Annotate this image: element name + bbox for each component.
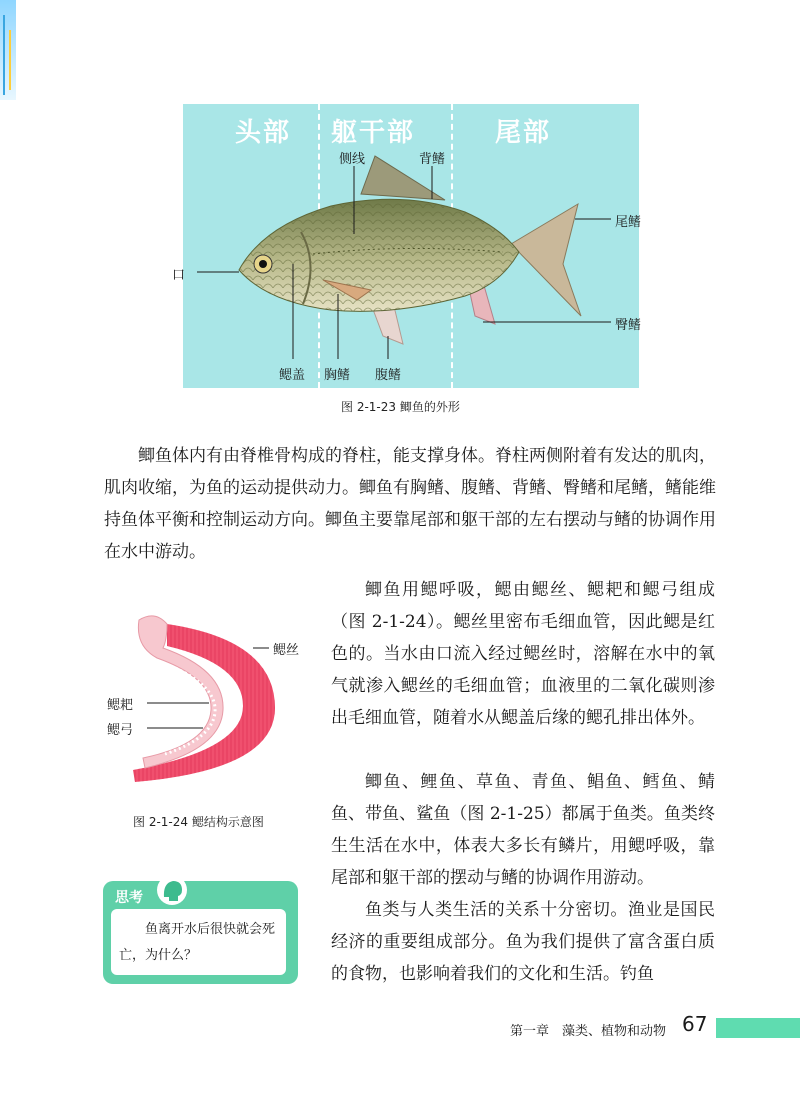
paragraph-fish-types: 鲫鱼、鲤鱼、草鱼、青鱼、鲳鱼、鳕鱼、鲭鱼、带鱼、鲨鱼（图 2-1-25）都属于鱼类。鱼类终生生活在水中，体表大多长有鳞片，用鳃呼吸，靠尾部和躯干部的摆动与鳍的协调作用游动。 <box>331 772 715 888</box>
footer-color-bar <box>716 1018 800 1038</box>
think-question-panel <box>111 909 286 975</box>
label-operculum: 鳃盖 <box>279 368 306 383</box>
page-edge-strip <box>0 0 16 100</box>
gill-figure <box>105 600 315 800</box>
paragraph-fish-and-humans: 鱼类与人类生活的关系十分密切。渔业是国民经济的重要组成部分。鱼为我们提供了富含蛋白质的食物，也影响着我们的文化和生活。钓鱼 <box>331 900 715 984</box>
label-anal-fin: 臀鳍 <box>615 318 642 333</box>
figure1-caption: 图 2-1-23 鲫鱼的外形 <box>341 400 460 414</box>
fish-illustration <box>183 104 642 388</box>
label-dorsal-fin: 背鳍 <box>419 152 446 167</box>
head-icon <box>155 873 189 907</box>
page-number: 67 <box>682 1012 708 1036</box>
label-pelvic-fin: 腹鳍 <box>375 368 402 383</box>
edge-color-bar <box>3 15 5 95</box>
label-pectoral-fin: 胸鳍 <box>324 368 351 383</box>
think-title: 思考 <box>115 890 143 906</box>
gill-illustration <box>105 600 315 800</box>
caudal-fin <box>511 204 581 316</box>
fish-figure <box>172 104 642 388</box>
label-mouth: 口 <box>172 268 186 283</box>
edge-color-bar <box>9 30 11 90</box>
label-gill-filament: 鳃丝 <box>273 643 300 658</box>
label-lateral-line: 侧线 <box>339 152 366 167</box>
figure2-caption: 图 2-1-24 鳃结构示意图 <box>133 815 264 829</box>
label-gill-arch: 鳃弓 <box>107 723 134 738</box>
label-gill-raker: 鳃耙 <box>107 698 134 713</box>
paragraph-gills: 鲫鱼用鳃呼吸，鳃由鳃丝、鳃耙和鳃弓组成（图 2-1-24）。鳃丝里密布毛细血管，因此鳃是红色的。当水由口流入经过鳃丝时，溶解在水中的氧气就渗入鳃丝的毛细血管；血液里的二氧化碳则渗出毛细血管，随着水从鳃盖后缘的鳃孔排出体外。 <box>331 580 715 728</box>
label-caudal-fin: 尾鳍 <box>615 215 642 230</box>
zone-label-trunk: 躯干部 <box>331 118 416 148</box>
chapter-title: 第一章 藻类、植物和动物 <box>510 1024 667 1039</box>
zone-label-head: 头部 <box>235 118 292 148</box>
think-box <box>103 881 298 984</box>
think-question: 鱼离开水后很快就会死亡，为什么？ <box>119 922 276 963</box>
paragraph-body-support: 鲫鱼体内有由脊椎骨构成的脊柱，能支撑身体。脊柱两侧附着有发达的肌肉，肌肉收缩，为鱼的运动提供动力。鲫鱼有胸鳍、腹鳍、背鳍、臀鳍和尾鳍，鳍能维持鱼体平衡和控制运动方向。鲫鱼主要靠尾部和躯干部的左右摆动与鳍的协调作用在水中游动。 <box>104 446 716 562</box>
zone-label-tail: 尾部 <box>495 118 552 148</box>
